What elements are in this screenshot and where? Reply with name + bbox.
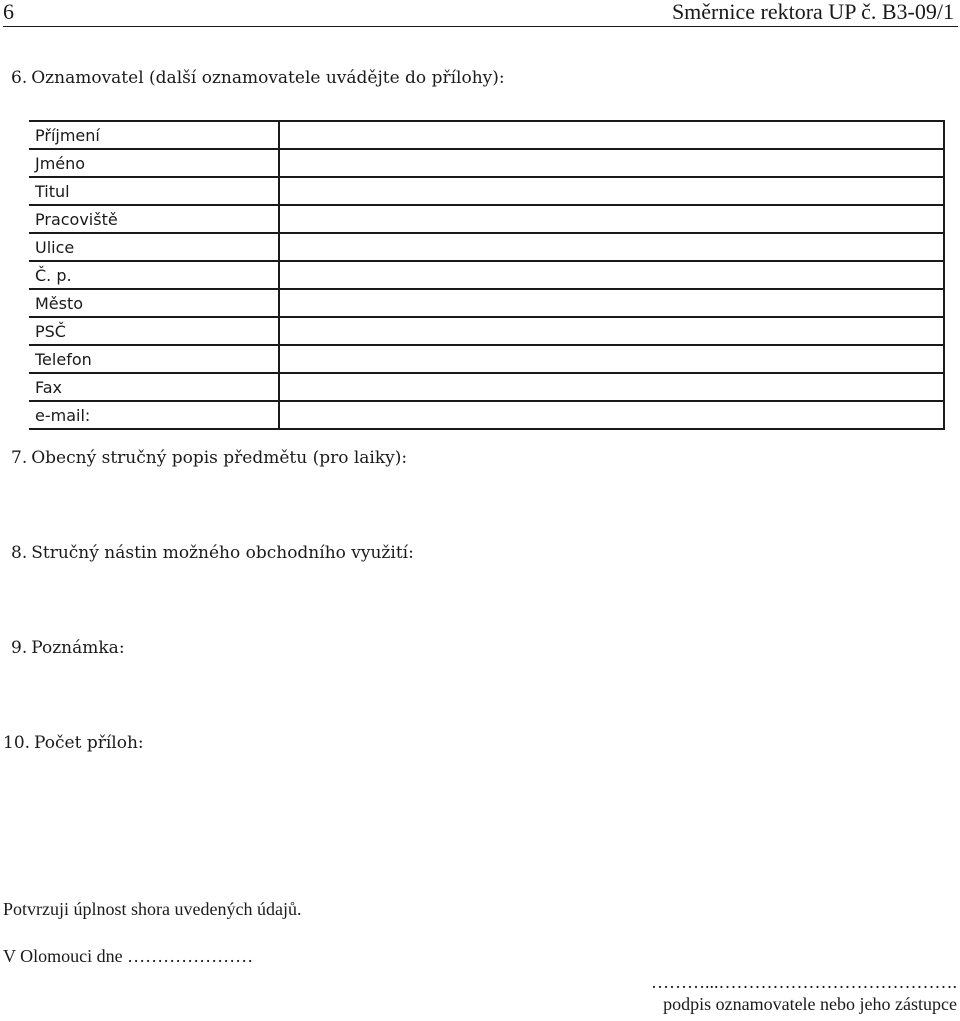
street-field[interactable] bbox=[279, 233, 944, 261]
section-8-title: Stručný nástin možného obchodního využití: bbox=[31, 543, 414, 563]
section-6-heading bbox=[11, 68, 505, 88]
section-8-heading bbox=[11, 543, 414, 563]
section-7-number: 7. bbox=[11, 448, 28, 468]
field-label: Titul bbox=[29, 177, 279, 205]
phone-field[interactable] bbox=[279, 345, 944, 373]
notifier-form-table bbox=[29, 120, 945, 430]
section-9-number: 9. bbox=[11, 638, 28, 658]
email-field[interactable] bbox=[279, 401, 944, 429]
form-row-postal-code bbox=[29, 317, 944, 345]
form-row-email bbox=[29, 401, 944, 429]
title-field[interactable] bbox=[279, 177, 944, 205]
house-number-field[interactable] bbox=[279, 261, 944, 289]
field-label: Příjmení bbox=[29, 121, 279, 149]
section-7-heading bbox=[11, 448, 407, 468]
first-name-field[interactable] bbox=[279, 149, 944, 177]
form-row-fax bbox=[29, 373, 944, 401]
surname-field[interactable] bbox=[279, 121, 944, 149]
field-label: Telefon bbox=[29, 345, 279, 373]
field-label: Pracoviště bbox=[29, 205, 279, 233]
form-row-surname bbox=[29, 121, 944, 149]
form-row-phone bbox=[29, 345, 944, 373]
fax-field[interactable] bbox=[279, 373, 944, 401]
field-label: Jméno bbox=[29, 149, 279, 177]
section-9-heading bbox=[11, 638, 125, 658]
section-7-title: Obecný stručný popis předmětu (pro laiky): bbox=[31, 448, 408, 468]
signature-label: podpis oznamovatele nebo jeho zástupce bbox=[663, 994, 957, 1014]
section-10-heading bbox=[3, 733, 144, 753]
field-label: Město bbox=[29, 289, 279, 317]
form-row-workplace bbox=[29, 205, 944, 233]
form-row-street bbox=[29, 233, 944, 261]
field-label: e-mail: bbox=[29, 401, 279, 429]
city-field[interactable] bbox=[279, 289, 944, 317]
section-10-title: Počet příloh: bbox=[34, 733, 144, 753]
document-title: Směrnice rektora UP č. B3-09/1 bbox=[671, 0, 954, 24]
signature-line: ………...…………………………………. bbox=[651, 972, 957, 992]
field-label: Č. p. bbox=[29, 261, 279, 289]
form-row-title bbox=[29, 177, 944, 205]
form-row-first-name bbox=[29, 149, 944, 177]
postal-code-field[interactable] bbox=[279, 317, 944, 345]
form-row-city bbox=[29, 289, 944, 317]
section-6-title: Oznamovatel (další oznamovatele uvádějte do přílohy): bbox=[31, 68, 505, 88]
section-10-number: 10. bbox=[3, 733, 31, 753]
place-date-line: V Olomouci dne ………………… bbox=[3, 946, 254, 966]
section-9-title: Poznámka: bbox=[31, 638, 125, 658]
workplace-field[interactable] bbox=[279, 205, 944, 233]
field-label: Ulice bbox=[29, 233, 279, 261]
page-number: 6 bbox=[3, 0, 14, 24]
field-label: PSČ bbox=[29, 317, 279, 345]
field-label: Fax bbox=[29, 373, 279, 401]
section-8-number: 8. bbox=[11, 543, 28, 563]
form-row-house-number bbox=[29, 261, 944, 289]
confirmation-statement: Potvrzuji úplnost shora uvedených údajů. bbox=[3, 899, 302, 919]
section-6-number: 6. bbox=[11, 68, 28, 88]
header-divider bbox=[3, 26, 958, 27]
